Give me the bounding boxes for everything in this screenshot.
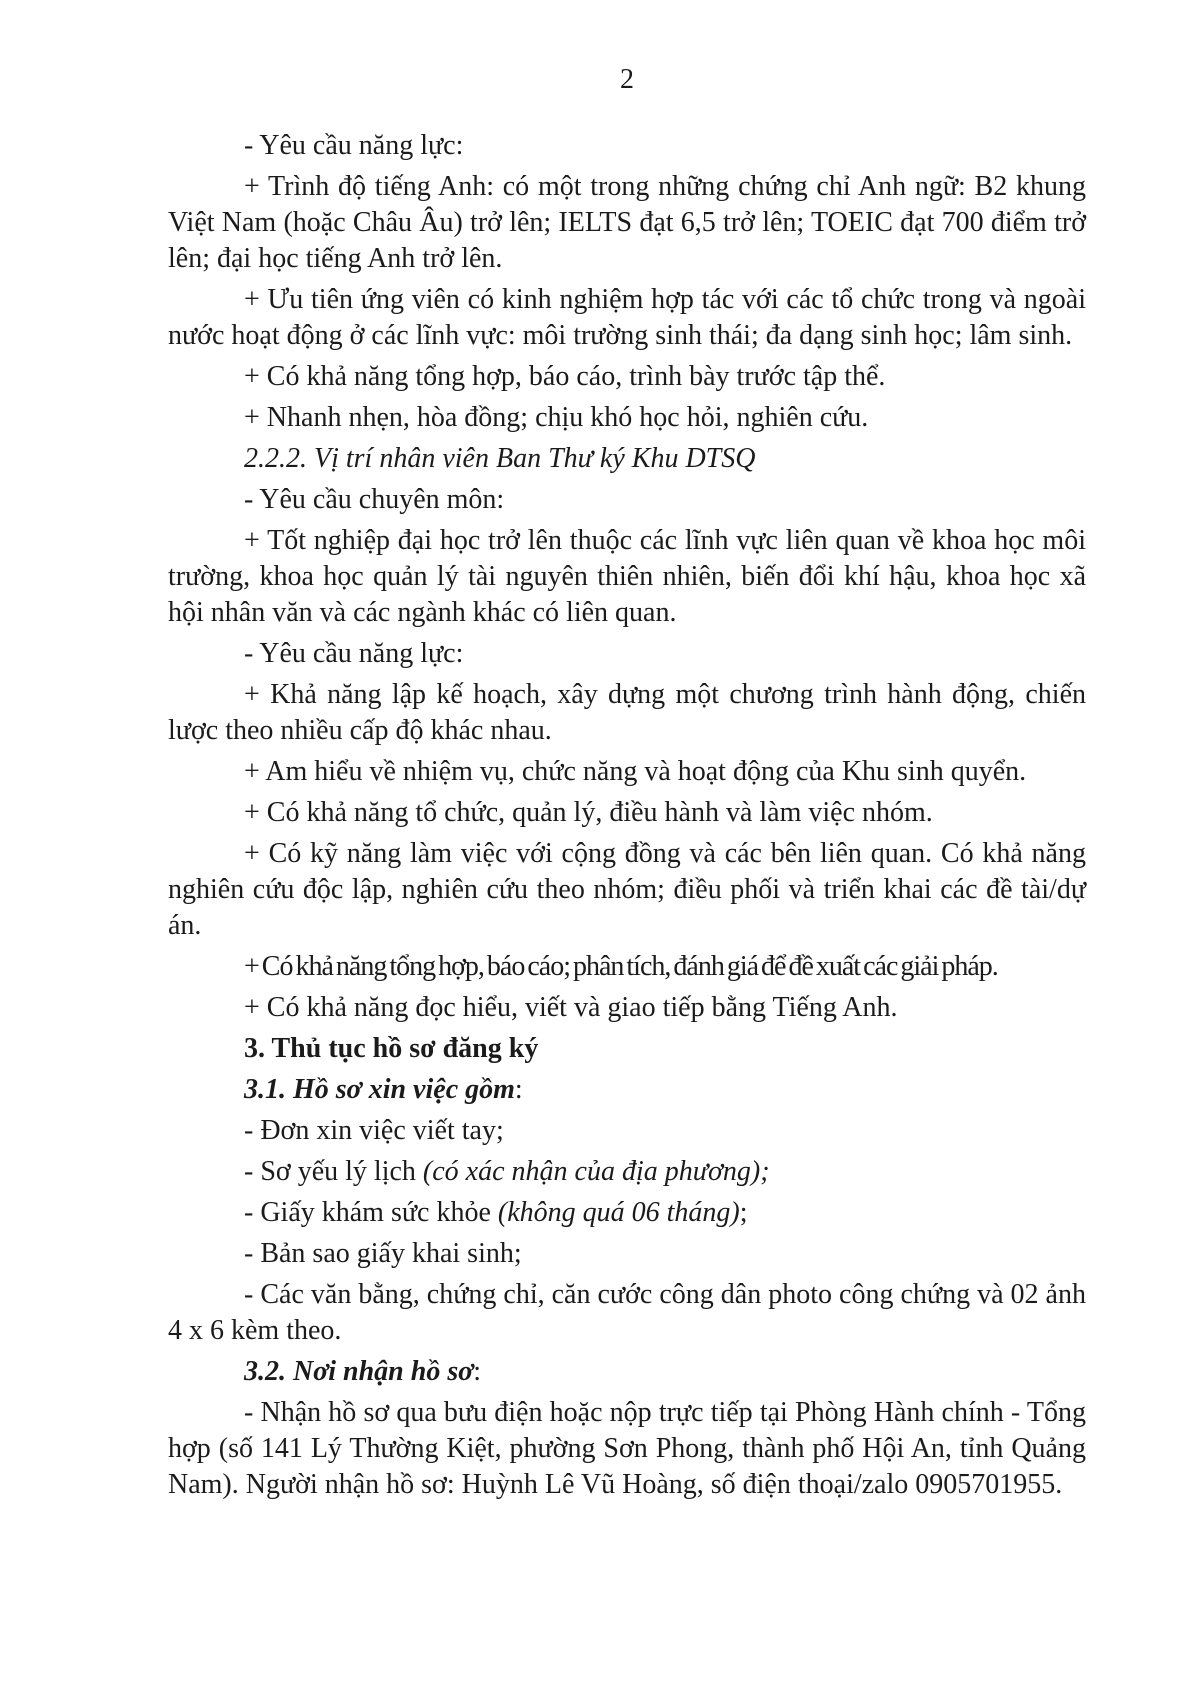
text-run: + Ưu tiên ứng viên có kinh nghiệm hợp tác với các tổ chức trong và ngoài nước hoạt động ở các lĩnh vực: môi trường sinh thái; đa dạng sinh học; lâm sinh. — [168, 284, 1086, 351]
text-run: + Am hiểu về nhiệm vụ, chức năng và hoạt động của Khu sinh quyển. — [244, 756, 1027, 787]
para-to-chuc-quan-ly — [168, 795, 1086, 831]
page-number: 2 — [620, 64, 634, 95]
text-run: 3.1. Hồ sơ xin việc gồm — [244, 1074, 515, 1105]
para-uu-tien-ung-vien — [168, 282, 1086, 354]
text-run: 3.2. Nơi nhận hồ sơ — [244, 1356, 474, 1387]
para-tong-hop-bao-cao — [168, 359, 1086, 395]
text-run: - Yêu cầu năng lực: — [244, 638, 464, 669]
text-run: : — [514, 1074, 523, 1105]
para-tot-nghiep-dai-hoc — [168, 523, 1086, 631]
text-run: - Nhận hồ sơ qua bưu điện hoặc nộp trực tiếp tại Phòng Hành chính - Tổng hợp (số 141 Lý Thường Kiệt, phường Sơn Phong, thành phố Hội An, tỉnh Quảng Nam). Người nhận hồ sơ: Huỳnh Lê Vũ Hoàng, số điện thoại/zalo 0905701955. — [168, 1397, 1086, 1500]
text-run: 3. Thủ tục hồ sơ đăng ký — [244, 1033, 539, 1064]
text-run: : — [473, 1356, 482, 1387]
text-run: - Giấy khám sức khỏe — [244, 1197, 498, 1228]
text-run: ; — [739, 1197, 748, 1228]
text-run: + Có khả năng tổng hợp, báo cáo, trình bày trước tập thể. — [244, 361, 886, 392]
text-run: + Có khả năng đọc hiểu, viết và giao tiếp bằng Tiếng Anh. — [244, 992, 898, 1023]
text-run: + Trình độ tiếng Anh: có một trong những chứng chỉ Anh ngữ: B2 khung Việt Nam (hoặc Châu Âu) trở lên; IELTS đạt 6,5 trở lên; TOEIC đạt 700 điểm trở lên; đại học tiếng Anh trở lên. — [168, 171, 1086, 274]
item-giay-kham-suc-khoe — [168, 1195, 1086, 1231]
text-run: - Bản sao giấy khai sinh; — [244, 1238, 522, 1269]
heading-3-1-ho-so-xin-viec — [168, 1072, 1086, 1108]
heading-2-2-2-vi-tri-nhan-vien — [168, 441, 1086, 477]
text-run: (không quá 06 tháng) — [497, 1197, 740, 1228]
text-run: + Có khả năng tổ chức, quản lý, điều hành và làm việc nhóm. — [244, 797, 933, 828]
text-run: + Có kỹ năng làm việc với cộng đồng và các bên liên quan. Có khả năng nghiên cứu độc lập, nghiên cứu theo nhóm; điều phối và triển khai các đề tài/dự án. — [168, 838, 1086, 941]
para-nhan-ho-so-dia-chi — [168, 1395, 1086, 1503]
para-doc-hieu-tieng-anh — [168, 990, 1086, 1026]
item-van-bang-chung-chi — [168, 1277, 1086, 1349]
text-run: - Yêu cầu năng lực: — [244, 130, 464, 161]
item-so-yeu-ly-lich — [168, 1154, 1086, 1190]
text-run: (có xác nhận của địa phương); — [422, 1156, 770, 1187]
para-kha-nang-lap-ke-hoach — [168, 677, 1086, 749]
text-run: - Đơn xin việc viết tay; — [244, 1115, 504, 1146]
para-yeu-cau-nang-luc-2 — [168, 636, 1086, 672]
item-don-xin-viec — [168, 1113, 1086, 1149]
para-trinh-do-tieng-anh — [168, 169, 1086, 277]
para-ky-nang-cong-dong — [168, 836, 1086, 944]
text-run: - Các văn bằng, chứng chỉ, căn cước công dân photo công chứng và 02 ảnh 4 x 6 kèm theo. — [168, 1279, 1086, 1346]
para-yeu-cau-chuyen-mon — [168, 482, 1086, 518]
text-run: 2.2.2. Vị trí nhân viên Ban Thư ký Khu DTSQ — [244, 443, 756, 474]
heading-3-2-noi-nhan-ho-so — [168, 1354, 1086, 1390]
para-yeu-cau-nang-luc-1 — [168, 128, 1086, 164]
para-tong-hop-phan-tich — [168, 949, 1086, 985]
heading-3-thu-tuc-ho-so — [168, 1031, 1086, 1067]
para-am-hieu-nhiem-vu — [168, 754, 1086, 790]
para-nhanh-nhen — [168, 400, 1086, 436]
item-ban-sao-giay-khai-sinh — [168, 1236, 1086, 1272]
text-run: + Nhanh nhẹn, hòa đồng; chịu khó học hỏi, nghiên cứu. — [244, 402, 869, 433]
text-run: + Khả năng lập kế hoạch, xây dựng một chương trình hành động, chiến lược theo nhiều cấp độ khác nhau. — [168, 679, 1086, 746]
text-run: - Yêu cầu chuyên môn: — [244, 484, 505, 515]
text-run: + Có khả năng tổng hợp, báo cáo; phân tích, đánh giá để đề xuất các giải pháp. — [244, 951, 998, 982]
text-run: + Tốt nghiệp đại học trở lên thuộc các lĩnh vực liên quan về khoa học môi trường, khoa học quản lý tài nguyên thiên nhiên, biến đổi khí hậu, khoa học xã hội nhân văn và các ngành khác có liên quan. — [168, 525, 1086, 628]
text-run: - Sơ yếu lý lịch — [244, 1156, 423, 1187]
